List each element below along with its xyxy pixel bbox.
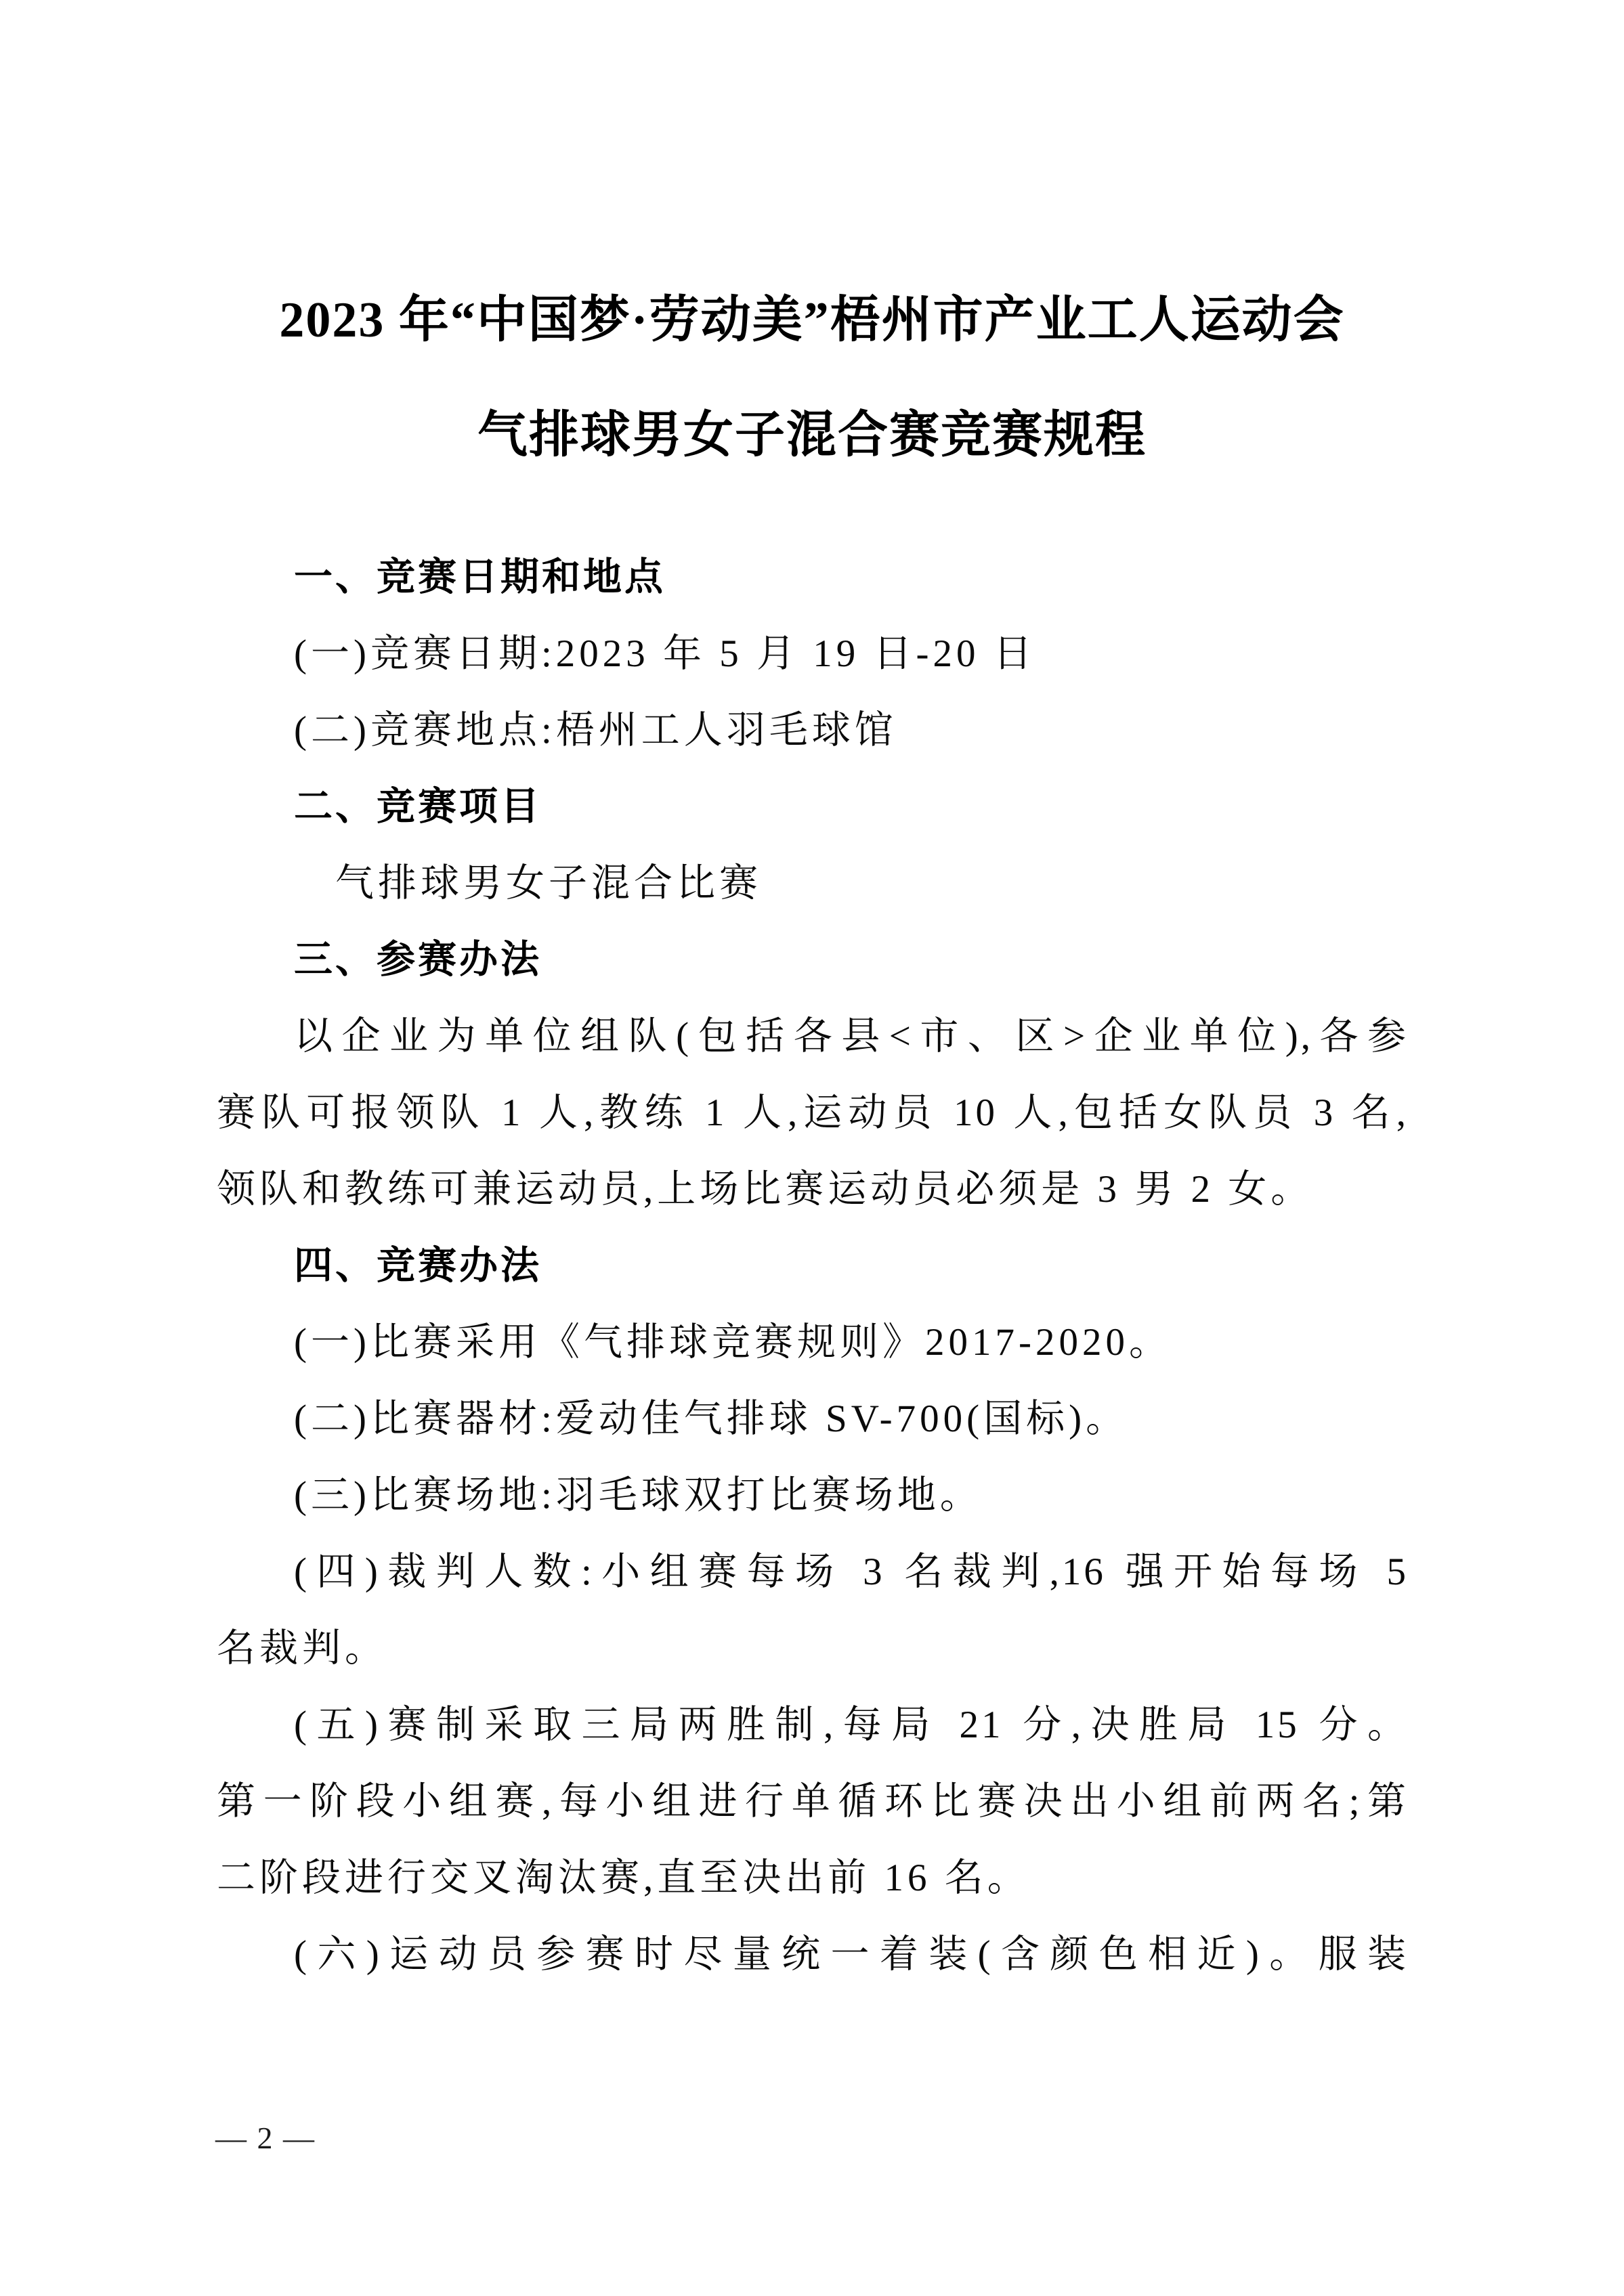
line-entry-rules-1: 以企业为单位组队(包括各县<市、区>企业单位),各参 — [294, 1015, 1409, 1058]
line-rules-2-equipment: (二)比赛器材:爱动佳气排球 SV-700(国标)。 — [294, 1398, 1129, 1440]
document-body — [217, 539, 1409, 1993]
line-entry-rules-2: 赛队可报领队 1 人,教练 1 人,运动员 10 人,包括女队员 3 名, — [217, 1091, 1409, 1134]
line-rules-4-referees-1: (四)裁判人数:小组赛每场 3 名裁判,16 强开始每场 5 — [294, 1551, 1409, 1593]
page-number: — 2 — — [215, 2121, 316, 2155]
line-rules-5-format-1: (五)赛制采取三局两胜制,每局 21 分,决胜局 15 分。 — [294, 1704, 1409, 1746]
line-rules-4-referees-2: 名裁判。 — [217, 1627, 387, 1670]
line-event-name: 气排球男女子混合比赛 — [335, 862, 762, 905]
heading-entry-rules: 三、参赛办法 — [294, 938, 542, 981]
title-line-2: 气排球男女子混合赛竞赛规程 — [477, 408, 1147, 463]
line-competition-venue: (二)竞赛地点:梧州工人羽毛球馆 — [294, 709, 897, 752]
heading-competition-date-venue: 一、竞赛日期和地点 — [294, 555, 666, 599]
title-line-1: 2023 年“中国梦·劳动美”梧州市产业工人运动会 — [279, 293, 1345, 348]
line-rules-6-uniform: (六)运动员参赛时尽量统一着装(含颜色相近)。服装 — [294, 1933, 1409, 1976]
document-title — [0, 263, 1624, 493]
heading-competition-rules: 四、竞赛办法 — [294, 1244, 542, 1287]
line-rules-1-rulebook: (一)比赛采用《气排球竞赛规则》2017-2020。 — [294, 1321, 1172, 1364]
line-rules-3-court: (三)比赛场地:羽毛球双打比赛场地。 — [294, 1474, 983, 1517]
heading-competition-events: 二、竞赛项目 — [294, 785, 542, 828]
line-entry-rules-3: 领队和教练可兼运动员,上场比赛运动员必须是 3 男 2 女。 — [217, 1168, 1314, 1211]
line-rules-5-format-3: 二阶段进行交叉淘汰赛,直至决出前 16 名。 — [217, 1857, 1030, 1899]
line-competition-date: (一)竞赛日期:2023 年 5 月 19 日-20 日 — [294, 632, 1036, 675]
line-rules-5-format-2: 第一阶段小组赛,每小组进行单循环比赛决出小组前两名;第 — [217, 1780, 1409, 1823]
